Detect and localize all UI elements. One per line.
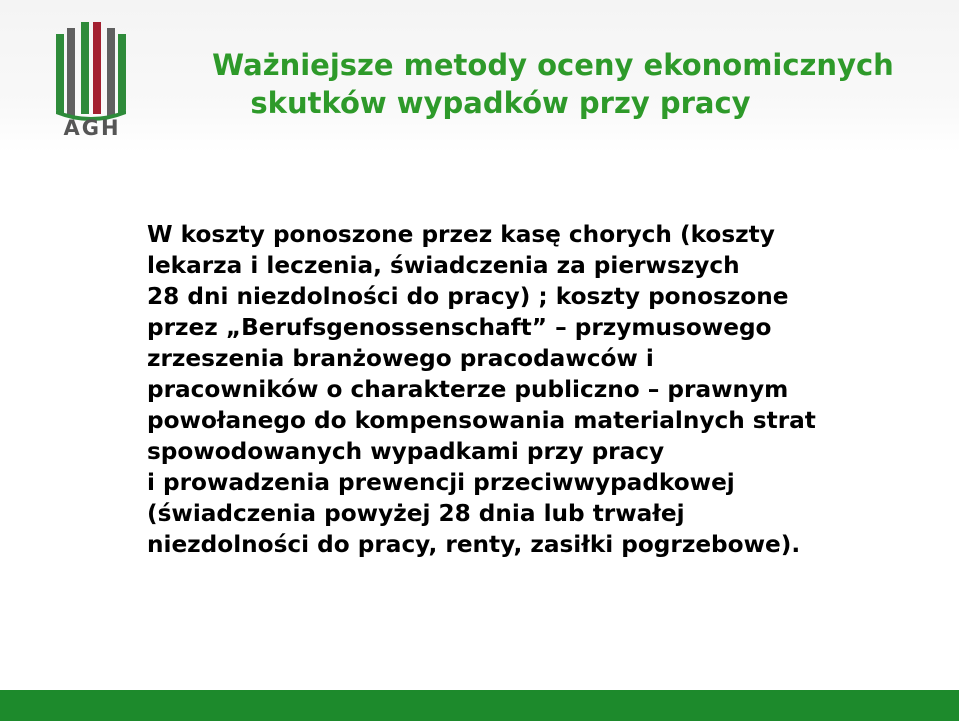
body-line: zrzeszenia branżowego pracodawców i	[147, 345, 654, 372]
body-line: powołanego do kompensowania materialnych strat	[147, 407, 816, 434]
footer-bar	[0, 690, 959, 721]
body-paragraph	[147, 219, 937, 560]
agh-logo	[52, 20, 132, 138]
slide-title	[158, 46, 938, 122]
body-line: przez „Berufsgenossenschaft” – przymusowego	[147, 314, 772, 341]
title-line: skutków wypadków przy pracy	[250, 86, 751, 120]
body-line: W koszty ponoszone przez kasę chorych (koszty	[147, 221, 775, 248]
body-line: lekarza i leczenia, świadczenia za pierwszych	[147, 252, 740, 279]
body-line: pracowników o charakterze publiczno – prawnym	[147, 376, 789, 403]
body-line: niezdolności do pracy, renty, zasiłki pogrzebowe).	[147, 531, 801, 558]
body-line: i prowadzenia prewencji przeciwwypadkowej	[147, 469, 735, 496]
body-line: 28 dni niezdolności do pracy) ; koszty ponoszone	[147, 283, 789, 310]
body-line: (świadczenia powyżej 28 dnia lub trwałej	[147, 500, 685, 527]
logo-text: AGH	[63, 116, 121, 138]
title-line: Ważniejsze metody oceny ekonomicznych	[212, 48, 894, 82]
agh-logo-icon	[52, 20, 132, 138]
body-line: spowodowanych wypadkami przy pracy	[147, 438, 665, 465]
